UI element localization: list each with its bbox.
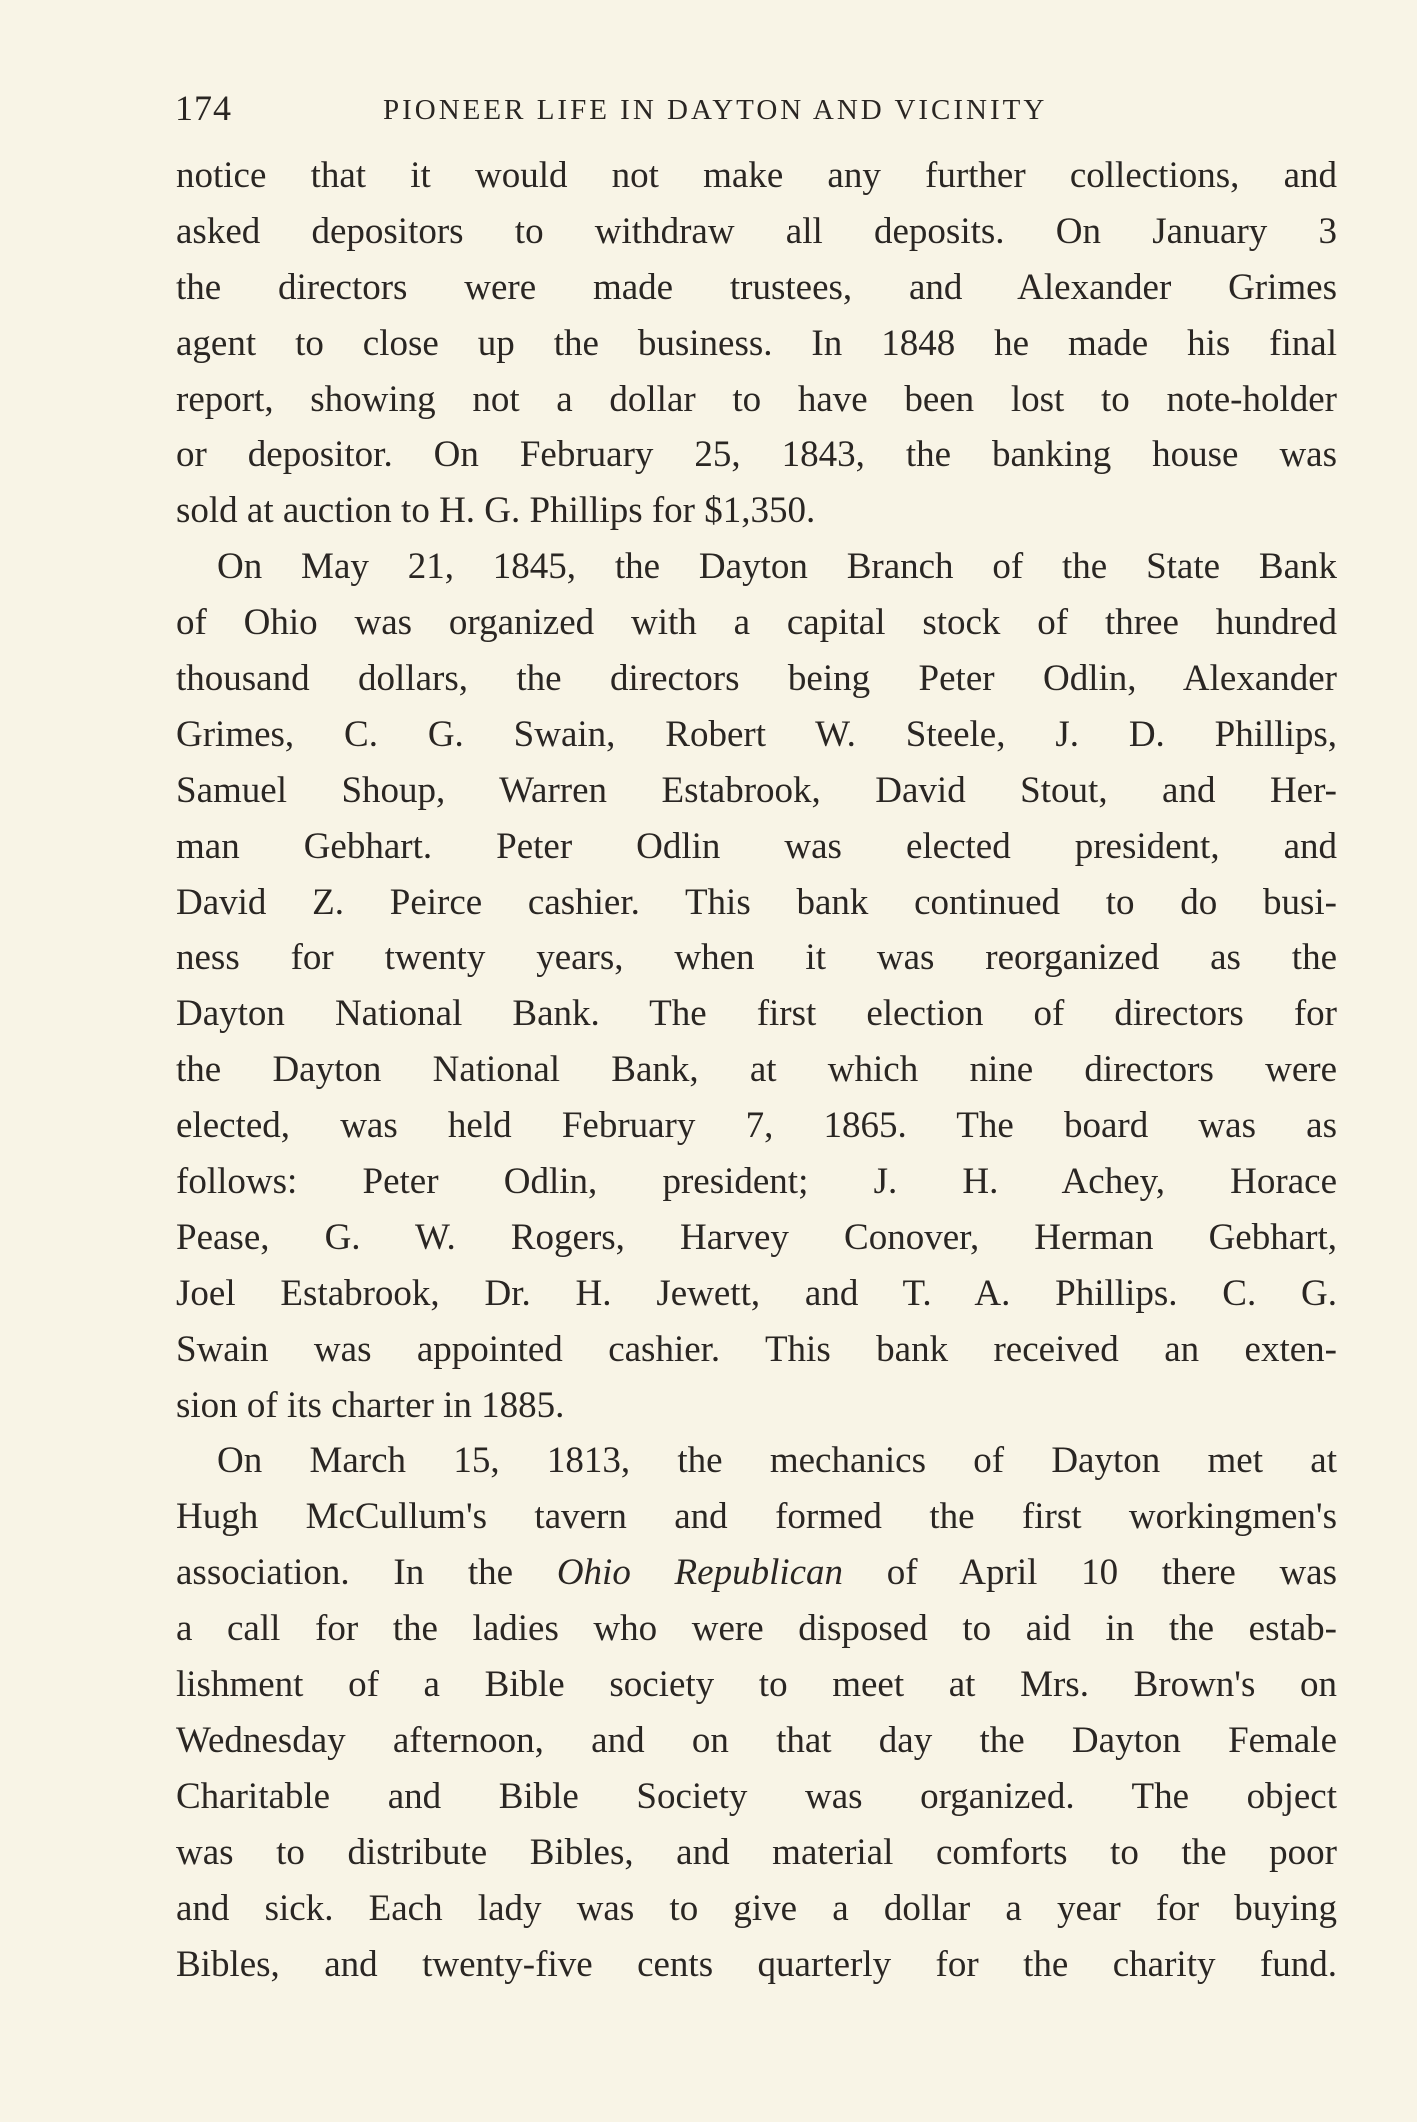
text-line: the directors were made trustees, and Alexander Grimes: [176, 266, 1337, 308]
body-text: [176, 148, 1337, 1992]
text-line: of Ohio was organized with a capital stock of three hundred: [176, 602, 1337, 644]
running-head: [175, 84, 1337, 132]
paragraph-2: [176, 539, 1337, 1433]
text-line: Hugh McCullum's tavern and formed the first workingmen's: [176, 1496, 1337, 1538]
text-line: On May 21, 1845, the Dayton Branch of the State Bank: [217, 546, 1337, 588]
text-line: Charitable and Bible Society was organized. The object: [176, 1775, 1337, 1817]
paragraph-1: [176, 148, 1337, 539]
text-line: and sick. Each lady was to give a dollar a year for buying: [176, 1887, 1337, 1929]
text-line: was to distribute Bibles, and material comforts to the poor: [176, 1831, 1337, 1873]
running-title: PIONEER LIFE IN DAYTON AND VICINITY: [383, 94, 1048, 126]
text-line: sold at auction to H. G. Phillips for $1,350.: [176, 490, 816, 532]
text-line: ness for twenty years, when it was reorganized as the: [176, 937, 1337, 979]
text-line: notice that it would not make any further collections, and: [176, 155, 1337, 196]
text-line: David Z. Peirce cashier. This bank continued to do busi-: [176, 881, 1337, 923]
text-line: elected, was held February 7, 1865. The board was as: [176, 1105, 1337, 1147]
newspaper-title: Ohio Republican: [556, 1552, 844, 1594]
text-line: Grimes, C. G. Swain, Robert W. Steele, J. D. Phillips,: [176, 713, 1337, 755]
text-line: lishment of a Bible society to meet at Mrs. Brown's on: [176, 1664, 1337, 1706]
text-run: association. In the: [176, 1552, 514, 1594]
text-run: of April 10 there was: [886, 1552, 1338, 1594]
text-line: man Gebhart. Peter Odlin was elected president, and: [176, 825, 1337, 867]
text-line-with-italic: [176, 1545, 1337, 1601]
text-line: a call for the ladies who were disposed to aid in the estab-: [176, 1608, 1337, 1650]
text-line: follows: Peter Odlin, president; J. H. Achey, Horace: [176, 1161, 1337, 1203]
text-line: Swain was appointed cashier. This bank received an exten-: [176, 1328, 1337, 1370]
text-line: Joel Estabrook, Dr. H. Jewett, and T. A. Phillips. C. G.: [176, 1272, 1337, 1314]
text-line: report, showing not a dollar to have been lost to note-holder: [176, 378, 1337, 420]
text-line: Dayton National Bank. The first election of directors for: [176, 993, 1337, 1035]
text-line: Pease, G. W. Rogers, Harvey Conover, Herman Gebhart,: [176, 1216, 1337, 1258]
text-line: thousand dollars, the directors being Peter Odlin, Alexander: [176, 658, 1337, 700]
text-line: sion of its charter in 1885.: [176, 1384, 565, 1426]
text-line: On March 15, 1813, the mechanics of Dayton met at: [217, 1440, 1337, 1482]
text-line: Samuel Shoup, Warren Estabrook, David Stout, and Her-: [176, 769, 1337, 811]
text-line: the Dayton National Bank, at which nine directors were: [176, 1049, 1337, 1091]
page-number: 174: [175, 88, 232, 128]
text-line: Wednesday afternoon, and on that day the Dayton Female: [176, 1719, 1337, 1761]
text-line: agent to close up the business. In 1848 he made his final: [176, 322, 1337, 364]
text-line: asked depositors to withdraw all deposits. On January 3: [176, 210, 1337, 252]
text-line: Bibles, and twenty-five cents quarterly for the charity fund.: [176, 1943, 1337, 1985]
paragraph-3: [176, 1433, 1337, 1992]
text-line: or depositor. On February 25, 1843, the banking house was: [176, 434, 1337, 476]
